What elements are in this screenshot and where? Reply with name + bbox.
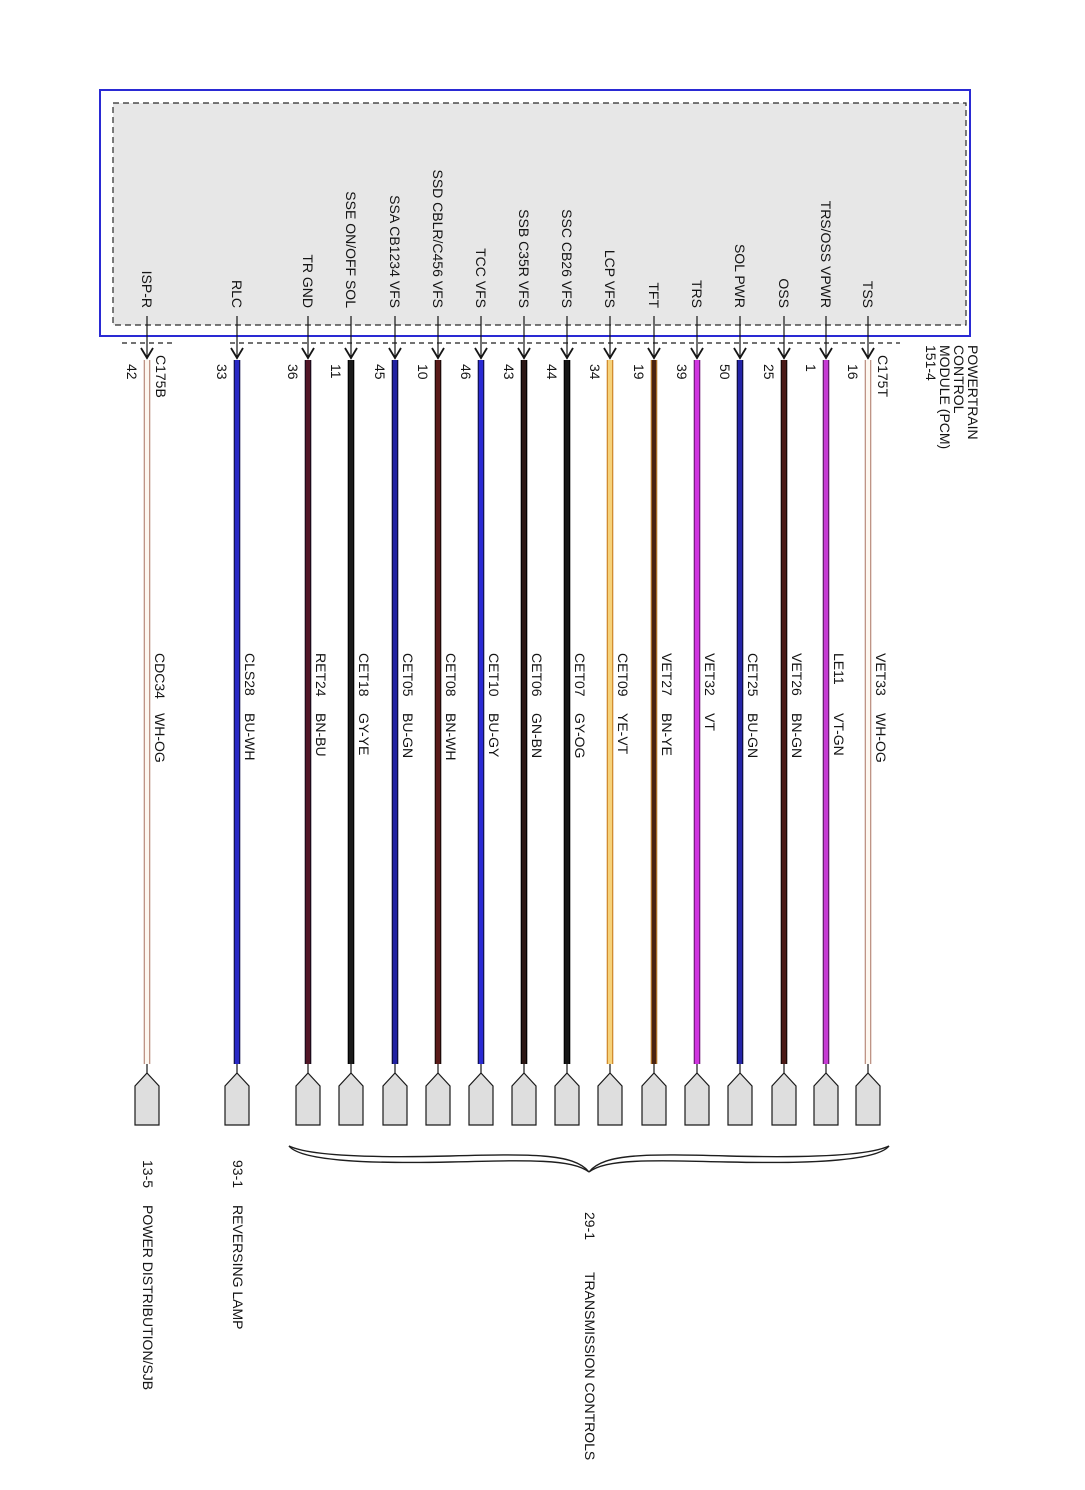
circuit-id-label: CET10 <box>486 653 502 697</box>
wire-color-code-label: GN-BN <box>529 713 545 759</box>
connector-terminal-icon <box>512 1073 536 1125</box>
pin-function-label: TCC VFS <box>473 248 489 308</box>
wire-color-code-label: VT-GN <box>831 713 847 756</box>
circuit-cet09 <box>587 250 631 1125</box>
destination-ref: 93-1 <box>230 1160 246 1189</box>
circuit-cls28 <box>214 280 258 1125</box>
pin-number: 36 <box>285 364 301 380</box>
circuit-id-label: VET27 <box>659 653 675 696</box>
pin-function-label: SSB C35R VFS <box>516 209 532 308</box>
pin-number: 46 <box>458 364 474 380</box>
destination-ref: 29-1 <box>582 1212 598 1241</box>
pin-number: 16 <box>845 364 861 380</box>
pin-function-label: TFT <box>646 282 662 308</box>
pin-function-label: TR GND <box>300 254 316 308</box>
circuit-id-label: VET32 <box>702 653 718 696</box>
circuit-ret24 <box>285 254 329 1125</box>
pin-number: 11 <box>328 364 344 379</box>
module-code: 151-4 <box>923 345 939 381</box>
pin-number: 45 <box>372 364 388 380</box>
pin-function-label: SSD CBLR/C456 VFS <box>430 169 446 308</box>
wire-color-code-label: VT <box>702 713 718 731</box>
connector-terminal-icon <box>469 1073 493 1125</box>
pin-function-label: TRS <box>689 280 705 308</box>
pin-function-label: OSS <box>776 278 792 308</box>
connector-terminal-icon <box>728 1073 752 1125</box>
destination-transmission-controls <box>582 1212 598 1460</box>
pin-function-label: TRS/OSS VPWR <box>818 200 834 308</box>
pin-number: 10 <box>415 364 431 380</box>
circuit-le11 <box>803 201 847 1125</box>
connector-label-c175t: C175T <box>875 355 891 398</box>
pin-function-label: LCP VFS <box>602 249 618 308</box>
transmission-group-brace <box>289 1146 889 1172</box>
circuit-id-label: LE11 <box>831 653 847 685</box>
wire-color-code-label: GY-OG <box>572 713 588 759</box>
connector-terminal-icon <box>856 1073 880 1125</box>
wire-color-code-label: BN-GN <box>789 713 805 759</box>
wire-color-code-label: YE-VT <box>615 713 631 755</box>
pin-function-label: ISP-R <box>139 270 155 308</box>
module-title-line: POWERTRAIN <box>965 345 981 440</box>
connector-terminal-icon <box>339 1073 363 1125</box>
wire-color-code-label: BN-YE <box>659 713 675 756</box>
connector-terminal-icon <box>642 1073 666 1125</box>
destination-name: POWER DISTRIBUTION/SJB <box>140 1205 156 1391</box>
wire-color-code-label: BN-WH <box>443 713 459 761</box>
connector-terminal-icon <box>225 1073 249 1125</box>
connector-terminal-icon <box>383 1073 407 1125</box>
pin-function-label: RLC <box>229 279 245 308</box>
pin-number: 43 <box>501 364 517 380</box>
pin-number: 42 <box>124 364 140 380</box>
circuit-vet27 <box>631 282 675 1125</box>
circuit-cet10 <box>458 248 502 1125</box>
wire-color-code-label: BU-GN <box>400 713 416 759</box>
circuit-id-label: CET08 <box>443 653 459 697</box>
wire-color-code-label: BU-GN <box>745 713 761 759</box>
wire-color-code-label: GY-YE <box>356 713 372 756</box>
brace-left-outer <box>289 1146 589 1172</box>
pin-number: 19 <box>631 364 647 380</box>
connector-label-c175b: C175B <box>153 355 169 398</box>
destination-name: REVERSING LAMP <box>230 1205 246 1330</box>
circuit-id-label: CET18 <box>356 653 372 697</box>
connector-terminal-icon <box>296 1073 320 1125</box>
circuit-cdc34 <box>124 271 168 1125</box>
destination-power-distribution <box>140 1160 156 1390</box>
connector-terminal-icon <box>135 1073 159 1125</box>
circuit-id-label: CET07 <box>572 653 588 697</box>
wire-color-code-label: BU-WH <box>242 713 258 761</box>
pin-number: 34 <box>587 364 603 380</box>
circuit-vet33 <box>845 281 889 1125</box>
circuit-cet07 <box>544 209 588 1125</box>
pin-function-label: SSE ON/OFF SOL <box>343 191 359 308</box>
circuit-id-label: CDC34 <box>152 653 168 699</box>
pin-number: 25 <box>761 364 777 380</box>
module-title-line: CONTROL <box>951 345 967 414</box>
wire-color-code-label: WH-OG <box>152 713 168 763</box>
circuit-cet06 <box>501 209 545 1125</box>
pin-function-label: SOL PWR <box>732 243 748 308</box>
wire-color-code-label: BU-GY <box>486 713 502 758</box>
connector-terminal-icon <box>772 1073 796 1125</box>
connector-terminal-icon <box>598 1073 622 1125</box>
wire-color-code-label: WH-OG <box>873 713 889 763</box>
pin-number: 33 <box>214 364 230 380</box>
circuit-id-label: CET06 <box>529 653 545 697</box>
circuit-id-label: CLS28 <box>242 653 258 696</box>
circuit-vet32 <box>674 280 718 1125</box>
circuit-id-label: RET24 <box>313 653 329 697</box>
brace-right-outer <box>589 1146 889 1172</box>
pcm-module-title <box>923 345 981 449</box>
pin-number: 39 <box>674 364 690 380</box>
circuit-id-label: VET33 <box>873 653 889 696</box>
pin-function-label: SSA CB1234 VFS <box>387 195 403 308</box>
circuit-vet26 <box>761 278 805 1125</box>
circuit-id-label: VET26 <box>789 653 805 696</box>
circuit-id-label: CET25 <box>745 653 761 697</box>
wire-color-code-label: BN-BU <box>313 713 329 757</box>
connector-terminal-icon <box>814 1073 838 1125</box>
destination-name: TRANSMISSION CONTROLS <box>582 1272 598 1461</box>
pin-number: 1 <box>803 364 819 372</box>
circuit-id-label: CET09 <box>615 653 631 697</box>
pin-function-label: TSS <box>860 280 876 308</box>
module-title-line: MODULE (PCM) <box>937 345 953 450</box>
circuit-cet25 <box>717 244 761 1125</box>
connector-terminal-icon <box>685 1073 709 1125</box>
pin-function-label: SSC CB26 VFS <box>559 209 575 308</box>
circuit-id-label: CET05 <box>400 653 416 697</box>
pin-number: 44 <box>544 364 560 380</box>
pin-number: 50 <box>717 364 733 380</box>
destination-reversing-lamp <box>230 1160 246 1329</box>
connector-terminal-icon <box>426 1073 450 1125</box>
destination-ref: 13-5 <box>140 1160 156 1189</box>
connector-terminal-icon <box>555 1073 579 1125</box>
